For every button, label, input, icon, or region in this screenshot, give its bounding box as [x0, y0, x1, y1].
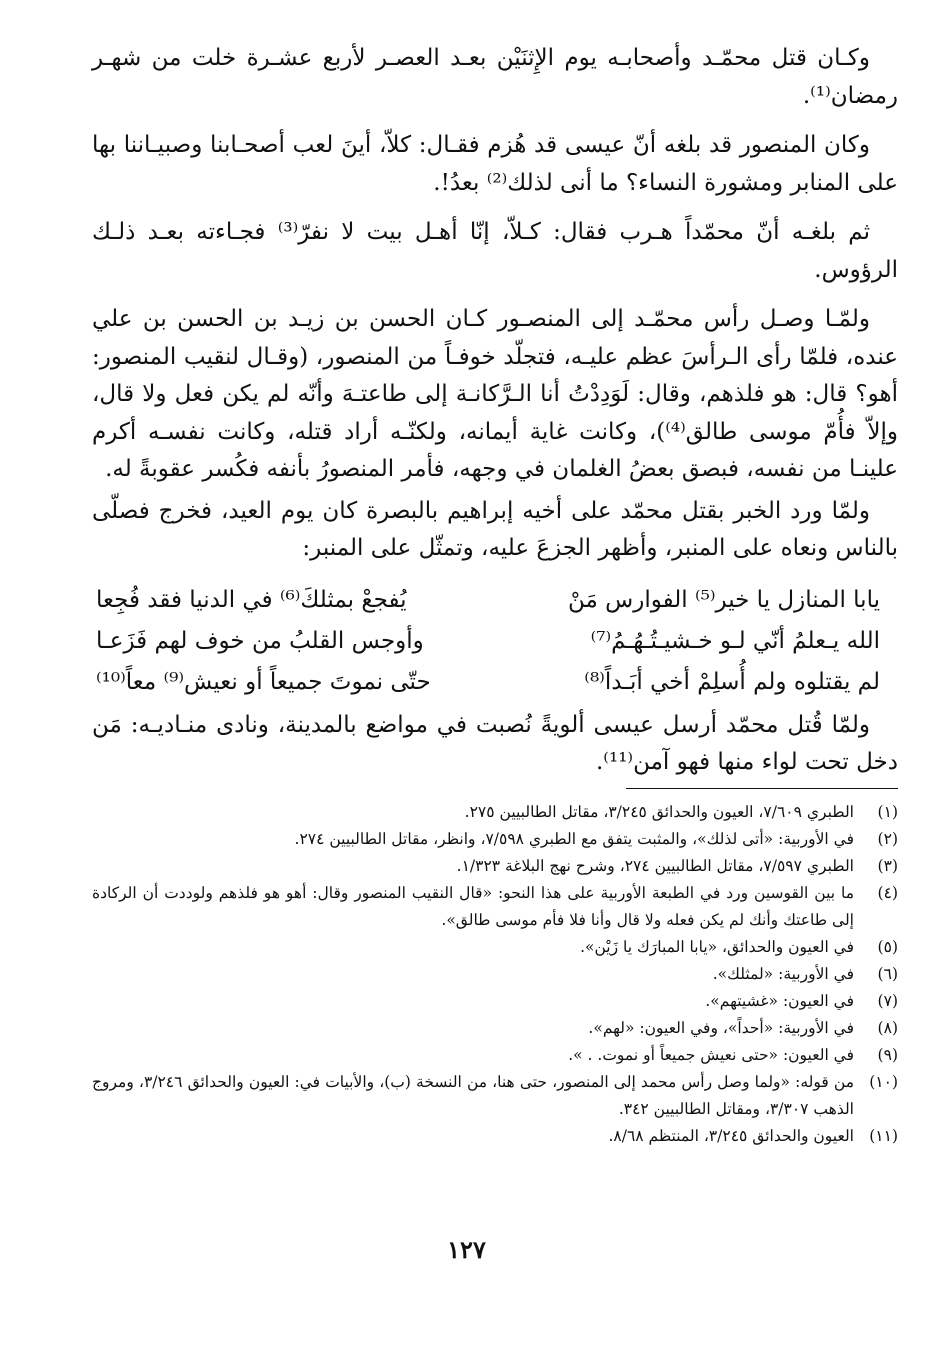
page-number: ١٢٧ — [447, 1235, 486, 1264]
footnote-text: العيون والحدائق ٣/٢٤٥، المنتظم ٨/٦٨. — [608, 1126, 854, 1145]
footnote-number: (٨) — [877, 1018, 898, 1037]
verse-3 — [92, 662, 898, 703]
footnote-number: (٥) — [877, 937, 898, 956]
footnote-number: (١) — [877, 802, 898, 821]
footnote-number: (٣) — [877, 856, 898, 875]
page-body — [92, 40, 898, 1150]
footnote-text: في الأوربية: «أحداً»، وفي العيون: «لهم». — [588, 1018, 854, 1037]
footnote — [92, 1042, 898, 1069]
footnote — [92, 799, 898, 826]
verse-3-first-hemistich: لم يقتلوه ولم أُسلِمْ أخي أبَـداً⁽⁸⁾ — [584, 668, 880, 695]
footnote-number: (١٠) — [869, 1072, 898, 1091]
verse-2-first-hemistich: الله يـعلمُ أنّي لـو خـشيـتُـهُـمُ⁽⁷⁾ — [590, 627, 880, 654]
paragraph-1: وكـان قتل محمّـد وأصحابـه يوم الإِثنَيْن بعـد العصـر لأربع عشـرة خلت من شهـر رمضان⁽¹⁾. — [92, 45, 898, 109]
footnote — [92, 880, 898, 934]
footnote-text: في العيون: «حتى نعيش جميعاً أو نموت. . ». — [568, 1045, 854, 1064]
footnote-number: (٩) — [877, 1045, 898, 1064]
footnote — [92, 934, 898, 961]
verse-2-second-hemistich: وأوجس القلبُ من خوف لهم فَزَعـا — [96, 627, 424, 654]
footnote-text: من قوله: «ولما وصل رأس محمد إلى المنصور، حتى هنا، من النسخة (ب)، والأبيات في: العيون والحدائق ٣/٢٤٦، ومروج الذهب ٣/٣٠٧، ومقاتل الطالبيين ٣٤٢. — [92, 1072, 854, 1118]
footnotes — [92, 799, 898, 1150]
verse-2 — [92, 621, 898, 662]
footnote-text: في العيون: «غشيتهم». — [705, 991, 854, 1010]
footnote — [92, 826, 898, 853]
footnote — [92, 853, 898, 880]
footnote — [92, 988, 898, 1015]
verse-3-second-hemistich: حتّى نموتَ جميعاً أو نعيش⁽⁹⁾ معاً⁽¹⁰⁾ — [96, 668, 431, 695]
footnote-text: في الأوربية: «أتى لذلك»، والمثبت يتفق مع الطبري ٧/٥٩٨، وانظر، مقاتل الطالبيين ٢٧٤. — [294, 829, 854, 848]
footnote-number: (٧) — [877, 991, 898, 1010]
paragraph-5: ولمّا ورد الخبر بقتل محمّد على أخيه إبراهيم بالبصرة كان يوم العيد، فخرج فصلّى بالناس ونعاه على المنبر، وأظهر الجزعَ عليه، وتمثّل على المنبر: — [92, 497, 898, 561]
verse-1-second-hemistich: يُفجعْ بمثلكَ⁽⁶⁾ في الدنيا فقد فُجِعا — [96, 586, 407, 613]
footnote-text: في الأوربية: «لمثلك». — [712, 964, 854, 983]
footnote-text: الطبري ٧/٦٠٩، العيون والحدائق ٣/٢٤٥، مقاتل الطالبيين ٢٧٥. — [464, 802, 854, 821]
footnote — [92, 961, 898, 988]
verse-1-first-hemistich: يابا المنازل يا خير⁽⁵⁾ الفوارس مَنْ — [568, 586, 880, 613]
footnote-separator — [626, 788, 898, 789]
footnote-text: الطبري ٧/٥٩٧، مقاتل الطالبيين ٢٧٤، وشرح نهج البلاغة ١/٣٢٣. — [456, 856, 854, 875]
footnote-text: ما بين القوسين ورد في الطبعة الأوربية على هذا النحو: «قال النقيب المنصور وقال: أهو هو فلذهم ولوددت أن الركادة إلى طاعتك وأنك لم يكن فعله ولا قال وأنا فلا فأم موسى طالق». — [92, 883, 854, 929]
paragraph-2: وكان المنصور قد بلغه أنّ عيسى قد هُزم فقـال: كلاّ، أينَ لعب أصحـابنا وصبيـاننا بها على المنابر ومشورة النساء؟ ما أنى لذلك⁽²⁾ بعدُ!. — [92, 132, 898, 196]
footnote — [92, 1123, 898, 1150]
footnote-text: في العيون والحدائق، «يابا المبارَك يا زَيْن». — [580, 937, 854, 956]
footnote — [92, 1015, 898, 1042]
poem — [92, 580, 898, 703]
footnote-number: (١١) — [869, 1126, 898, 1145]
paragraph-3: ثم بلغـه أنّ محمّداً هـرب فقال: كـلاّ، إنّا أهـل بيت لا نفرّ⁽³⁾ فجـاءته بعـد ذلـك الرؤوس. — [92, 219, 898, 283]
footnote-number: (٦) — [877, 964, 898, 983]
closing-paragraph: ولمّا قُتل محمّد أرسل عيسى ألويةً نُصبت في مواضع بالمدينة، ونادى منـاديـه: مَن دخل تحت لواء منها فهو آمن⁽¹¹⁾. — [92, 711, 898, 775]
verse-1 — [92, 580, 898, 621]
footnote-number: (٢) — [877, 829, 898, 848]
footnote-number: (٤) — [877, 883, 898, 902]
paragraph-4: ولمّـا وصـل رأس محمّـد إلى المنصـور كـان الحسن بن زيـد بن الحسن بن علي عنده، فلمّا رأى الـرأسَ عظم عليـه، فتجلّد خوفـاً من المنصور، (وقـال لنقيب المنصور: أهو؟ قال: هو فلذهم، وقال: لَوَدِدْتُ أنا الـرَّكانـة إلى طاعتـهَ وأنّه لم يكن فعل ولا قال، وإلاّ فأُمّ موسى طالق⁽⁴⁾)، وكانت غاية أيمانه، ولكنّـه أراد قتله، وكانت نفسـه أكرم علينـا من نفسه، فبصق بعضُ الغلمان في وجهه، فأمر المنصورُ بأنفه فكُسر عقوبةً له. — [92, 306, 898, 482]
footnote — [92, 1069, 898, 1123]
